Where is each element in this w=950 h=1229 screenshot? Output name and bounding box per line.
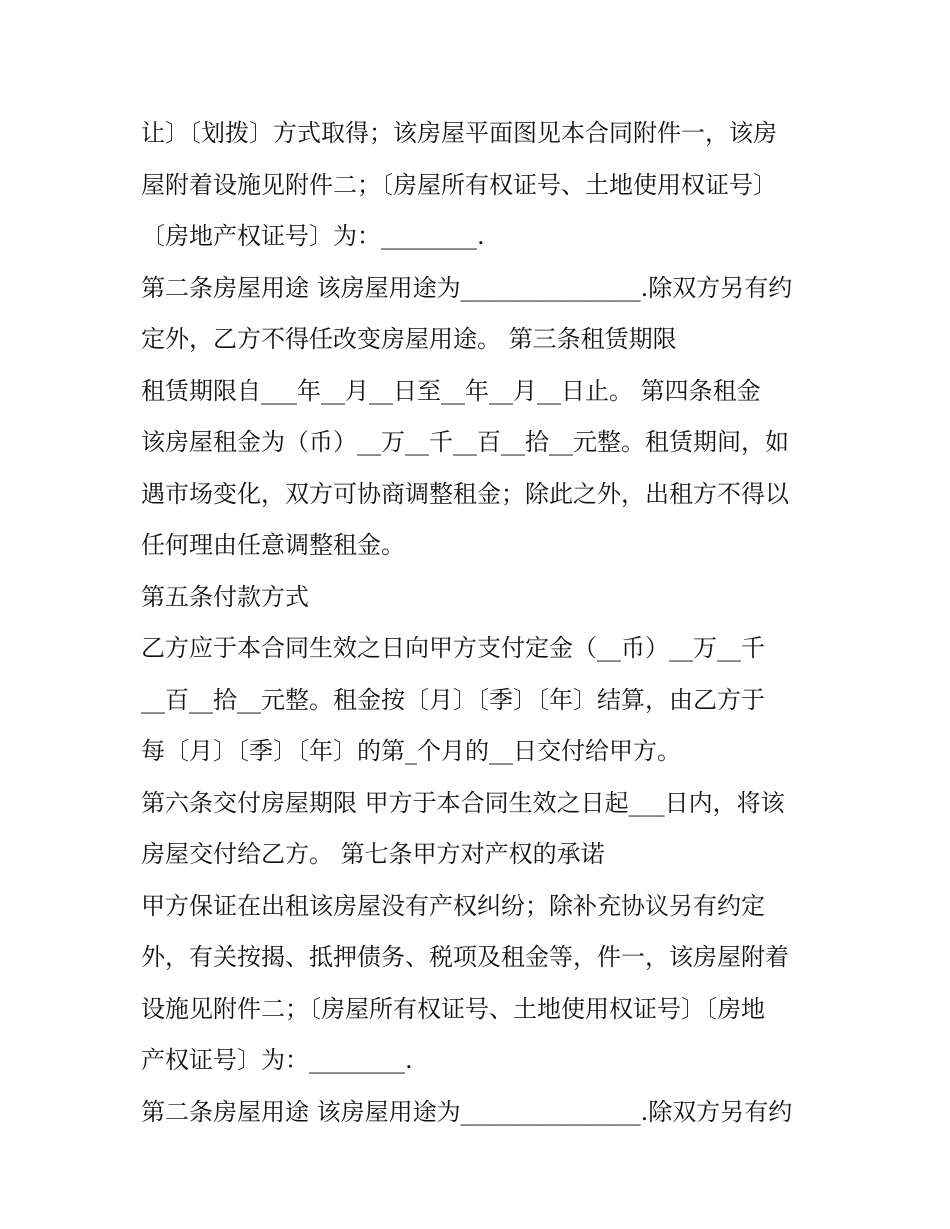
text-line: 屋附着设施见附件二；〔房屋所有权证号、土地使用权证号〕 bbox=[141, 170, 777, 199]
section-heading: 第五条付款方式 bbox=[141, 582, 309, 611]
text-line: 租赁期限自___年__月__日至__年__月__日止。 第四条租金 bbox=[141, 376, 761, 405]
text-line: 每〔月〕〔季〕〔年〕的第_个月的__日交付给甲方。 bbox=[141, 737, 681, 765]
text-line: 定外，乙方不得任改变房屋用途。 第三条租赁期限 bbox=[141, 325, 677, 353]
text-line: __百__拾__元整。租金按〔月〕〔季〕〔年〕结算，由乙方于 bbox=[141, 685, 765, 714]
text-line: 外，有关按揭、抵押债务、税项及租金等，件一，该房屋附着 bbox=[141, 943, 789, 971]
text-line: 该房屋租金为（币）__万__千__百__拾__元整。租赁期间，如 bbox=[141, 428, 789, 456]
text-line: 第二条房屋用途 该房屋用途为_______________.除双方另有约 bbox=[141, 1097, 793, 1126]
text-line: 甲方保证在出租该房屋没有产权纠纷；除补充协议另有约定 bbox=[141, 891, 765, 920]
text-line: 第二条房屋用途 该房屋用途为_______________.除双方另有约 bbox=[141, 273, 793, 302]
document-body bbox=[141, 108, 831, 1138]
text-line: 乙方应于本合同生效之日向甲方支付定金（__币）__万__千 bbox=[141, 634, 765, 662]
text-line: 设施见附件二；〔房屋所有权证号、土地使用权证号〕〔房地 bbox=[141, 994, 765, 1023]
text-line: 产权证号〕为：________. bbox=[141, 1046, 413, 1074]
text-line: 遇市场变化，双方可协商调整租金；除此之外，出租方不得以 bbox=[141, 479, 789, 508]
text-line: 任何理由任意调整租金。 bbox=[141, 531, 405, 559]
text-line: 第六条交付房屋期限 甲方于本合同生效之日起___日内，将该 bbox=[141, 788, 785, 817]
text-line: 房屋交付给乙方。 第七条甲方对产权的承诺 bbox=[141, 840, 605, 868]
text-line: 让〕〔划拨〕方式取得；该房屋平面图见本合同附件一，该房 bbox=[141, 119, 777, 147]
text-line: 〔房地产权证号〕为：________. bbox=[141, 222, 485, 250]
